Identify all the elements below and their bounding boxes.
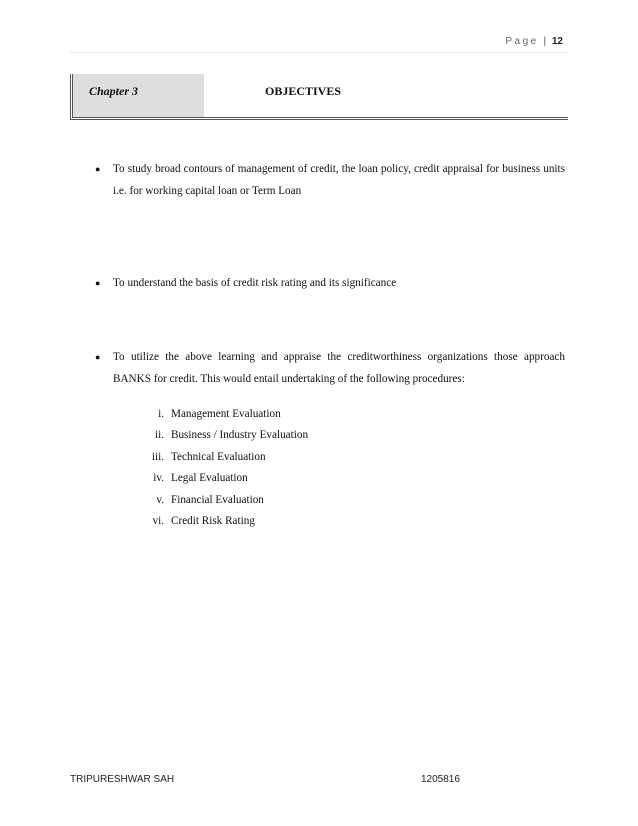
- objective-item: [95, 158, 565, 202]
- chapter-title: OBJECTIVES: [265, 84, 342, 98]
- procedure-item: [140, 490, 264, 511]
- footer-roll-number: 1205816: [421, 774, 460, 785]
- bullet-icon: ●: [95, 352, 101, 362]
- procedure-label: Management Evaluation: [171, 408, 281, 420]
- page-word: Page: [505, 36, 539, 47]
- procedure-label: Legal Evaluation: [171, 472, 248, 485]
- procedure-number: iv.: [153, 472, 164, 485]
- procedure-label: Credit Risk Rating: [171, 514, 255, 527]
- procedures-list: [140, 404, 309, 532]
- procedure-number: vi.: [152, 514, 164, 527]
- procedure-item: [140, 511, 255, 532]
- page-header: [70, 34, 567, 53]
- procedure-item: [140, 447, 266, 468]
- objective-item: [95, 346, 565, 390]
- objective-text: To study broad contours of management of credit, the loan policy, credit appraisal for business units i.e. for working capital loan or Term Loan: [113, 163, 565, 197]
- objective-item: [95, 272, 565, 294]
- page-number-value: 12: [551, 36, 563, 47]
- chapter-heading-box: [70, 74, 568, 120]
- page-separator: |: [543, 36, 547, 47]
- procedure-item: [140, 468, 248, 489]
- chapter-label: Chapter 3: [73, 74, 204, 117]
- procedure-number: ii.: [154, 429, 164, 442]
- procedure-item: [140, 404, 281, 425]
- objective-text: To utilize the above learning and appraise the creditworthiness organizations those approach BANKS for credit. This would entail undertaking of the following procedures:: [113, 351, 565, 385]
- procedure-number: v.: [156, 493, 164, 506]
- procedure-label: Financial Evaluation: [171, 493, 264, 506]
- procedure-label: Business / Industry Evaluation: [171, 429, 309, 442]
- procedure-label: Technical Evaluation: [171, 450, 266, 463]
- page-number: [505, 36, 563, 47]
- procedure-item: [140, 425, 309, 446]
- footer-author: TRIPURESHWAR SAH: [70, 774, 175, 785]
- objective-text: To understand the basis of credit risk rating and its significance: [113, 277, 397, 289]
- procedure-number: iii.: [151, 450, 164, 463]
- bullet-icon: ●: [95, 164, 101, 174]
- procedure-number: i.: [158, 408, 164, 420]
- bullet-icon: ●: [95, 278, 101, 288]
